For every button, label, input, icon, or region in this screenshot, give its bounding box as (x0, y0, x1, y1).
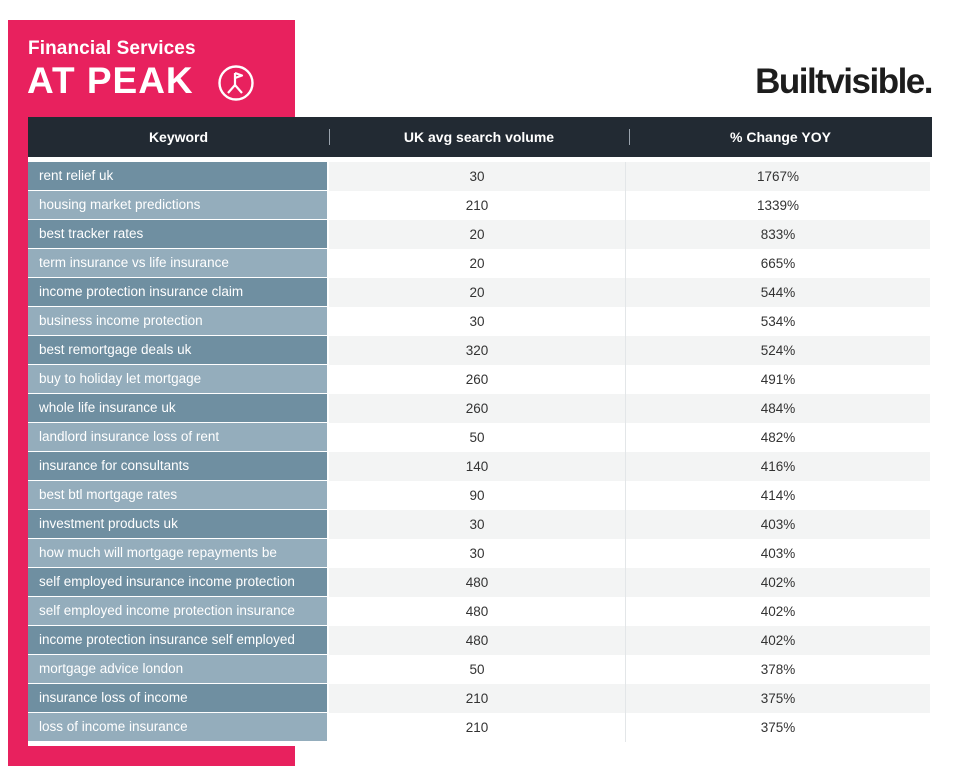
table-row (28, 655, 932, 684)
volume-cell: 90 (329, 481, 626, 510)
keyword-cell: whole life insurance uk (28, 394, 327, 422)
volume-cell: 30 (329, 510, 626, 539)
header-change: % Change YOY (730, 129, 831, 145)
table-row (28, 510, 932, 539)
table-row (28, 684, 932, 713)
table-row (28, 162, 932, 191)
volume-cell: 140 (329, 452, 626, 481)
keyword-cell: loss of income insurance (28, 713, 327, 741)
keyword-cell: best remortgage deals uk (28, 336, 327, 364)
change-cell: 402% (626, 597, 930, 626)
keyword-cell: housing market predictions (28, 191, 327, 219)
keyword-cell: buy to holiday let mortgage (28, 365, 327, 393)
table-header (28, 117, 932, 157)
brand-subtitle: Financial Services (28, 38, 196, 59)
change-cell: 375% (626, 684, 930, 713)
header-volume: UK avg search volume (403, 129, 555, 145)
keyword-cell: best btl mortgage rates (28, 481, 327, 509)
keyword-cell: rent relief uk (28, 162, 327, 190)
volume-cell: 20 (329, 220, 626, 249)
table-row (28, 597, 932, 626)
volume-cell: 210 (329, 713, 626, 742)
change-cell: 375% (626, 713, 930, 742)
keyword-cell: self employed income protection insurance (28, 597, 327, 625)
header-keyword: Keyword (148, 129, 209, 145)
builtvisible-logo: Builtvisible. (755, 62, 932, 101)
change-cell: 416% (626, 452, 930, 481)
volume-cell: 30 (329, 539, 626, 568)
table-row (28, 481, 932, 510)
table-row (28, 307, 932, 336)
change-cell: 403% (626, 539, 930, 568)
volume-cell: 260 (329, 365, 626, 394)
volume-cell: 210 (329, 191, 626, 220)
change-cell: 482% (626, 423, 930, 452)
table-row (28, 278, 932, 307)
table-row (28, 539, 932, 568)
change-cell: 378% (626, 655, 930, 684)
keyword-cell: business income protection (28, 307, 327, 335)
table-row (28, 713, 932, 742)
volume-cell: 20 (329, 249, 626, 278)
table-row (28, 423, 932, 452)
table-body (28, 162, 932, 742)
change-cell: 665% (626, 249, 930, 278)
change-cell: 484% (626, 394, 930, 423)
keyword-cell: self employed insurance income protection (28, 568, 327, 596)
change-cell: 1767% (626, 162, 930, 191)
change-cell: 414% (626, 481, 930, 510)
change-cell: 524% (626, 336, 930, 365)
table-row (28, 568, 932, 597)
change-cell: 402% (626, 626, 930, 655)
table-row (28, 220, 932, 249)
volume-cell: 50 (329, 423, 626, 452)
change-cell: 403% (626, 510, 930, 539)
change-cell: 491% (626, 365, 930, 394)
volume-cell: 30 (329, 307, 626, 336)
keyword-cell: mortgage advice london (28, 655, 327, 683)
table-row (28, 394, 932, 423)
volume-cell: 480 (329, 597, 626, 626)
volume-cell: 210 (329, 684, 626, 713)
keyword-cell: insurance loss of income (28, 684, 327, 712)
table-row (28, 249, 932, 278)
volume-cell: 480 (329, 568, 626, 597)
volume-cell: 30 (329, 162, 626, 191)
volume-cell: 480 (329, 626, 626, 655)
volume-cell: 20 (329, 278, 626, 307)
keyword-cell: how much will mortgage repayments be (28, 539, 327, 567)
keyword-table (28, 117, 932, 746)
volume-cell: 320 (329, 336, 626, 365)
keyword-cell: investment products uk (28, 510, 327, 538)
volume-cell: 260 (329, 394, 626, 423)
table-row (28, 626, 932, 655)
brand-title: AT PEAK (27, 60, 194, 101)
table-row (28, 336, 932, 365)
keyword-cell: term insurance vs life insurance (28, 249, 327, 277)
header-divider (629, 129, 630, 145)
change-cell: 534% (626, 307, 930, 336)
keyword-cell: best tracker rates (28, 220, 327, 248)
keyword-cell: income protection insurance self employed (28, 626, 327, 654)
peak-flag-icon (217, 64, 255, 102)
header-divider (329, 129, 330, 145)
change-cell: 402% (626, 568, 930, 597)
keyword-cell: landlord insurance loss of rent (28, 423, 327, 451)
keyword-cell: insurance for consultants (28, 452, 327, 480)
keyword-cell: income protection insurance claim (28, 278, 327, 306)
table-row (28, 191, 932, 220)
change-cell: 544% (626, 278, 930, 307)
change-cell: 833% (626, 220, 930, 249)
table-row (28, 365, 932, 394)
change-cell: 1339% (626, 191, 930, 220)
table-row (28, 452, 932, 481)
volume-cell: 50 (329, 655, 626, 684)
